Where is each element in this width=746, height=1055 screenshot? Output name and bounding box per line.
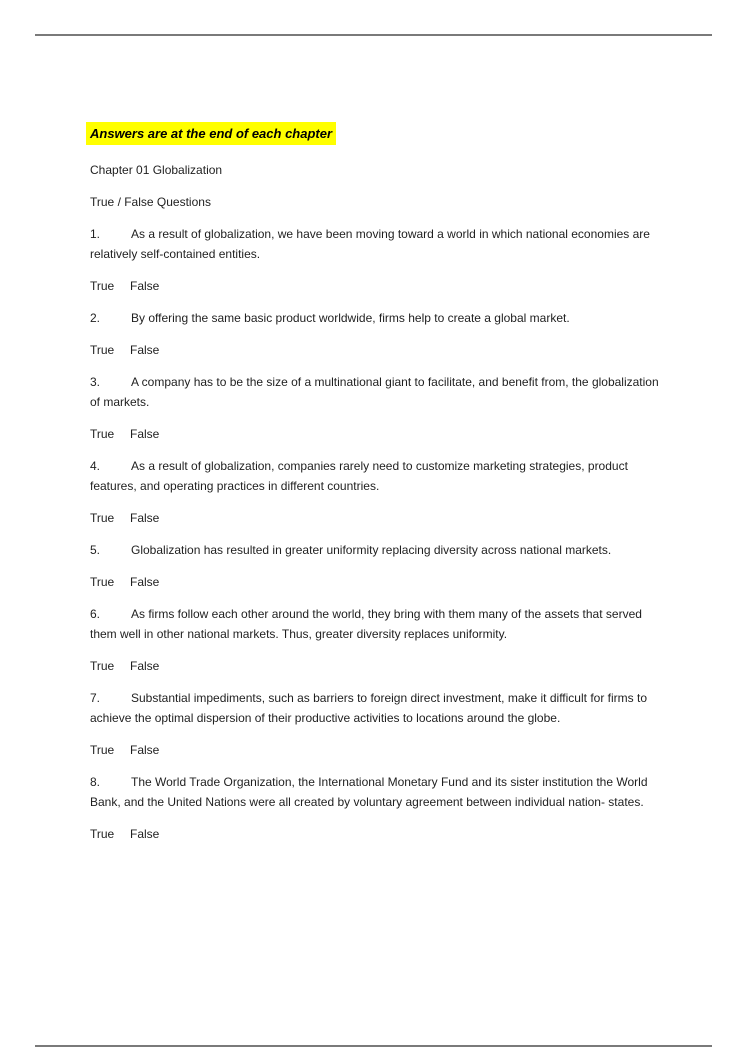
false-label: False — [130, 659, 160, 673]
question-item — [90, 604, 668, 644]
true-label: True — [90, 511, 115, 525]
question-number: 1. — [90, 227, 101, 241]
question-item — [90, 456, 668, 496]
question-number: 7. — [90, 691, 101, 705]
question-item — [90, 372, 668, 412]
question-item — [90, 224, 668, 264]
question-text: Substantial impediments, such as barriers to foreign direct investment, make it difficult for firms to achieve the optimal dispersion of their productive activities to locations around the globe. — [90, 691, 647, 725]
question-number: 5. — [90, 543, 101, 557]
bottom-rule — [35, 1045, 712, 1047]
question-text: Globalization has resulted in greater uniformity replacing diversity across national markets. — [131, 543, 612, 557]
question-text: A company has to be the size of a multinational giant to facilitate, and benefit from, the globalization of markets. — [90, 375, 659, 409]
true-false-row — [90, 276, 668, 296]
false-label: False — [130, 743, 160, 757]
question-number: 8. — [90, 775, 101, 789]
true-false-row — [90, 824, 668, 844]
document-content — [90, 122, 668, 856]
true-label: True — [90, 575, 115, 589]
question-number: 3. — [90, 375, 101, 389]
false-label: False — [130, 343, 160, 357]
true-false-row — [90, 424, 668, 444]
true-label: True — [90, 343, 115, 357]
true-false-row — [90, 508, 668, 528]
question-number: 6. — [90, 607, 101, 621]
question-text: By offering the same basic product worldwide, firms help to create a global market. — [131, 311, 570, 325]
section-title: True / False Questions — [90, 195, 211, 209]
question-text: As a result of globalization, companies rarely need to customize marketing strategies, product features, and operating practices in different countries. — [90, 459, 628, 493]
true-false-row — [90, 656, 668, 676]
question-text: The World Trade Organization, the International Monetary Fund and its sister institution the World Bank, and the United Nations were all created by voluntary agreement between individual nation- states. — [90, 775, 648, 809]
true-label: True — [90, 279, 115, 293]
question-item — [90, 308, 668, 328]
answers-note: Answers are at the end of each chapter — [86, 122, 336, 145]
top-rule — [35, 34, 712, 36]
question-item — [90, 688, 668, 728]
true-false-row — [90, 572, 668, 592]
true-label: True — [90, 827, 115, 841]
false-label: False — [130, 575, 160, 589]
false-label: False — [130, 427, 160, 441]
true-label: True — [90, 659, 115, 673]
question-text: As a result of globalization, we have been moving toward a world in which national economies are relatively self-contained entities. — [90, 227, 650, 261]
false-label: False — [130, 827, 160, 841]
question-item — [90, 540, 668, 560]
question-text: As firms follow each other around the world, they bring with them many of the assets that served them well in other national markets. Thus, greater diversity replaces uniformity. — [90, 607, 642, 641]
chapter-title: Chapter 01 Globalization — [90, 163, 223, 177]
question-item — [90, 772, 668, 812]
true-label: True — [90, 743, 115, 757]
true-false-row — [90, 740, 668, 760]
true-false-row — [90, 340, 668, 360]
question-number: 4. — [90, 459, 101, 473]
true-label: True — [90, 427, 115, 441]
question-number: 2. — [90, 311, 101, 325]
false-label: False — [130, 511, 160, 525]
false-label: False — [130, 279, 160, 293]
